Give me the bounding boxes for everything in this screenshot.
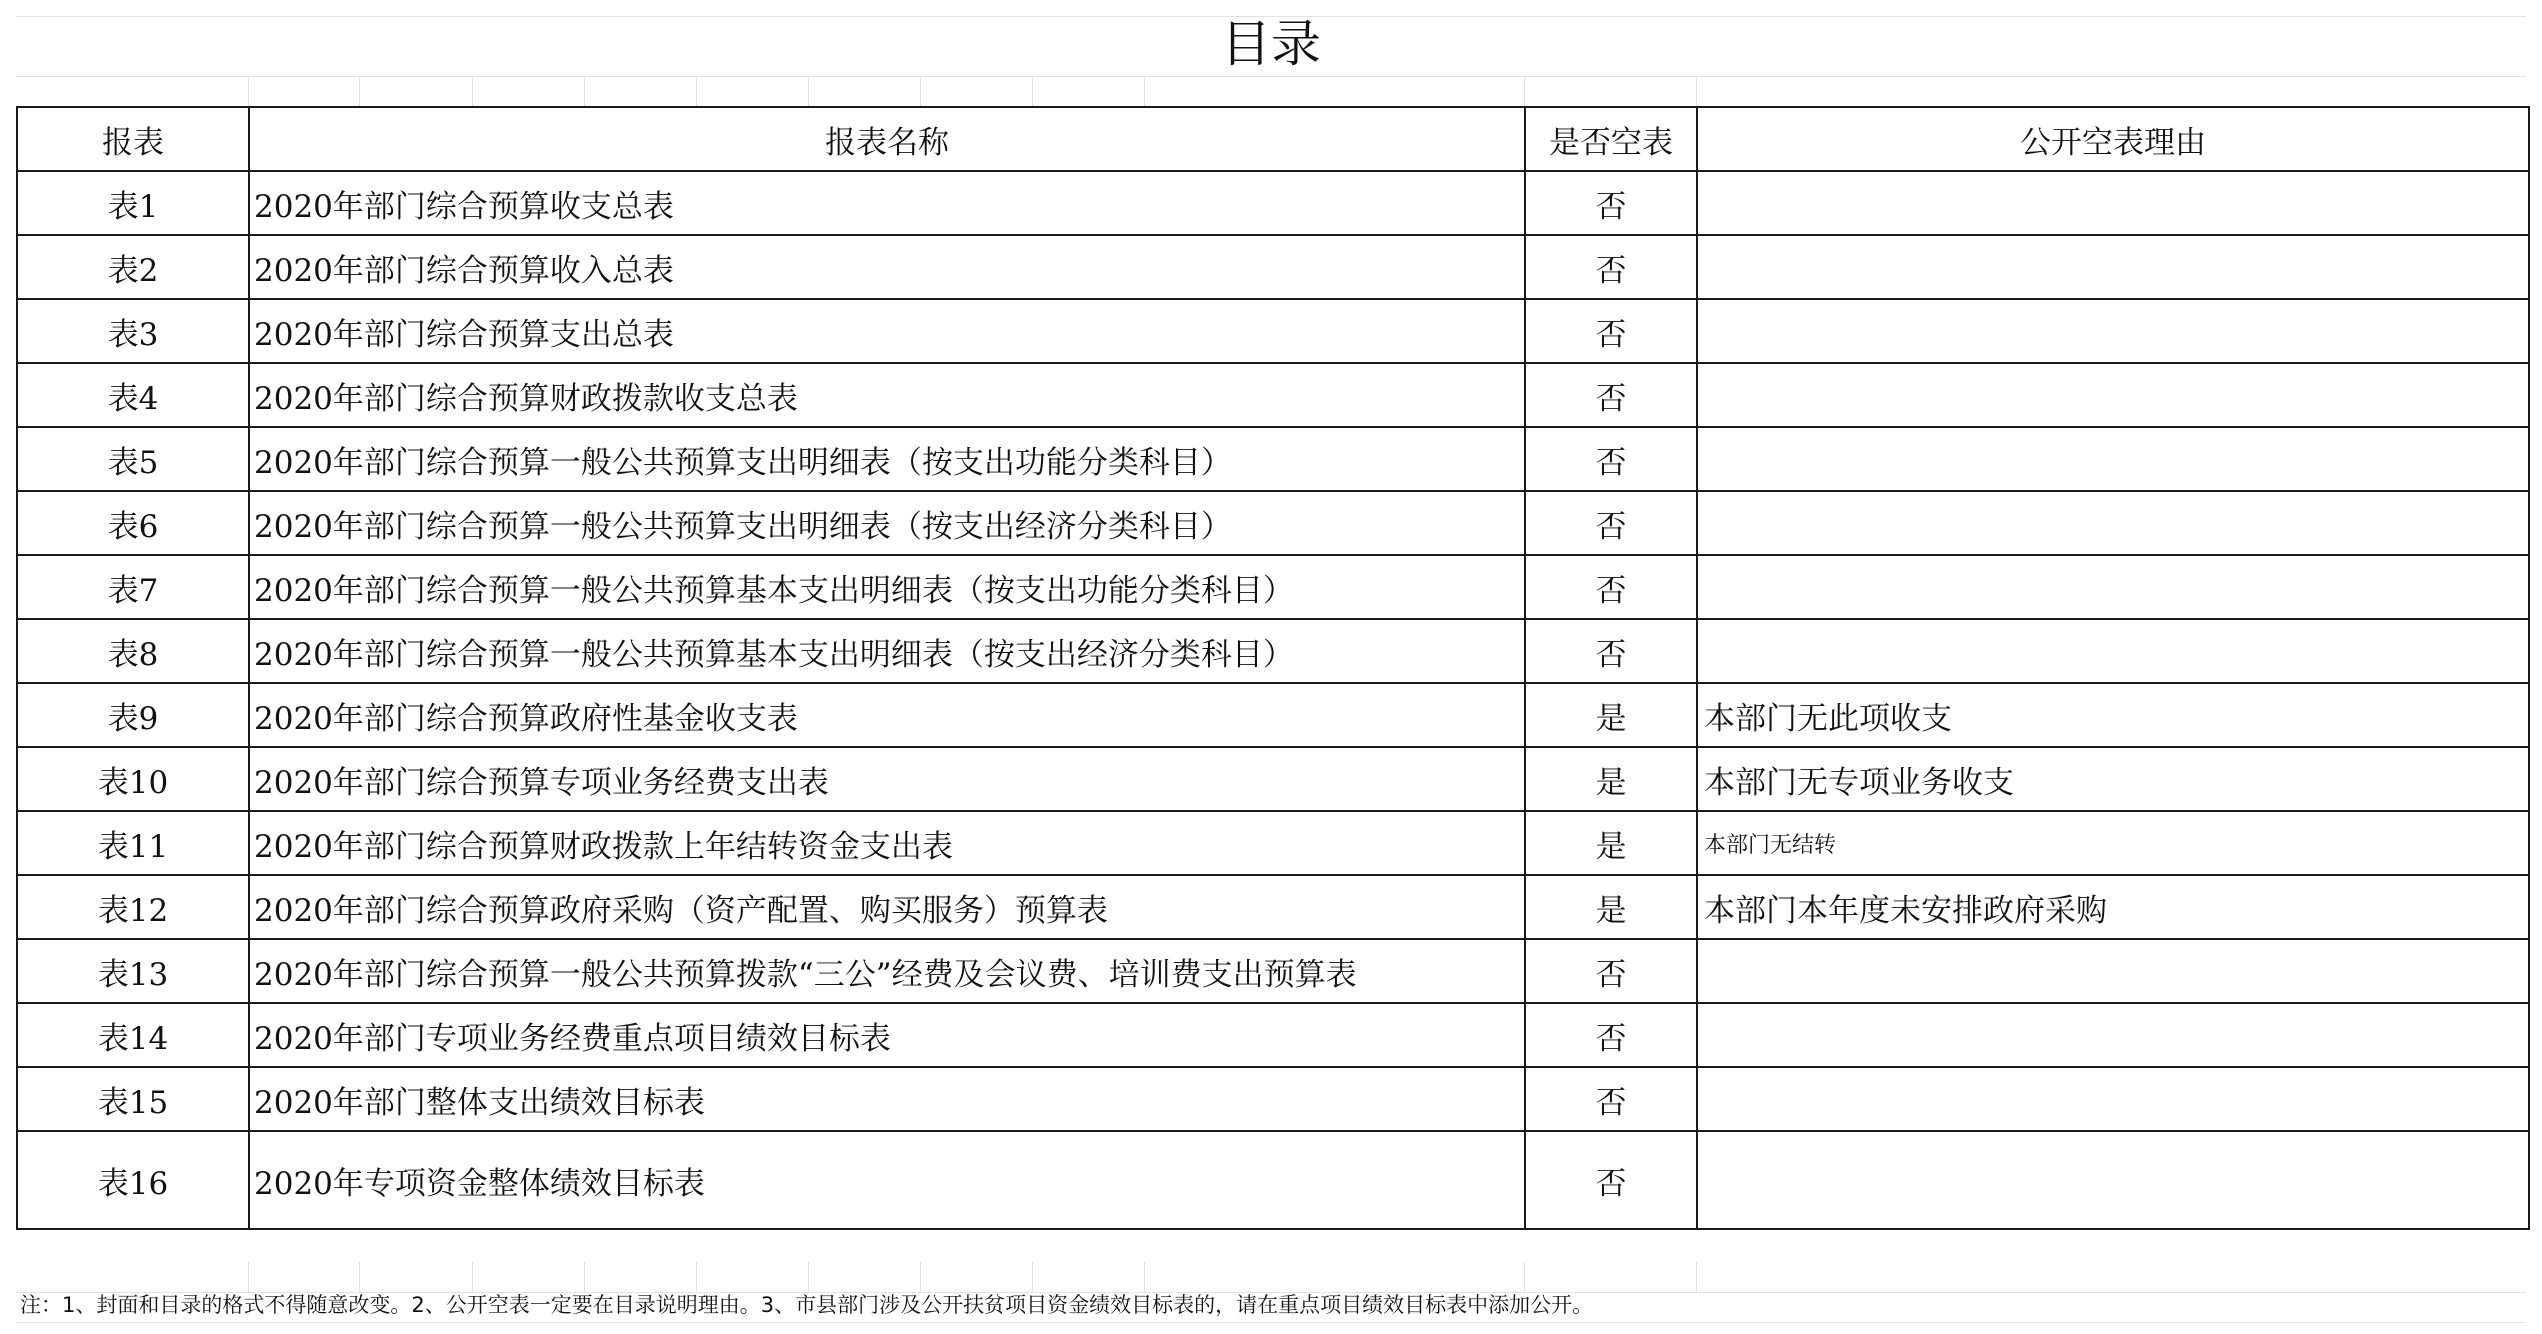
header-is-empty: 是否空表 <box>1525 107 1697 171</box>
empty-reason-cell <box>1697 235 2529 299</box>
page-title: 目录 <box>1221 15 1321 73</box>
table-row <box>17 875 2529 939</box>
is-empty-cell: 否 <box>1525 363 1697 427</box>
empty-reason-cell <box>1697 619 2529 683</box>
report-id-cell: 表3 <box>17 299 249 363</box>
is-empty-cell: 否 <box>1525 555 1697 619</box>
catalog-table <box>16 106 2530 1230</box>
report-id-cell: 表9 <box>17 683 249 747</box>
report-id-cell: 表14 <box>17 1003 249 1067</box>
report-name-cell: 2020年部门综合预算一般公共预算支出明细表（按支出经济分类科目） <box>249 491 1525 555</box>
is-empty-cell: 是 <box>1525 875 1697 939</box>
report-name-cell: 2020年部门综合预算收支总表 <box>249 171 1525 235</box>
table-row <box>17 427 2529 491</box>
report-name-cell: 2020年部门专项业务经费重点项目绩效目标表 <box>249 1003 1525 1067</box>
report-name-cell: 2020年部门综合预算专项业务经费支出表 <box>249 747 1525 811</box>
empty-reason-cell: 本部门无专项业务收支 <box>1697 747 2529 811</box>
is-empty-cell: 否 <box>1525 1131 1697 1229</box>
table-row <box>17 683 2529 747</box>
is-empty-cell: 是 <box>1525 683 1697 747</box>
report-id-cell: 表5 <box>17 427 249 491</box>
report-id-cell: 表12 <box>17 875 249 939</box>
empty-reason-cell <box>1697 1003 2529 1067</box>
footer-gridlines <box>16 1262 2526 1292</box>
is-empty-cell: 否 <box>1525 299 1697 363</box>
table-header-row <box>17 107 2529 171</box>
report-id-cell: 表11 <box>17 811 249 875</box>
table-row <box>17 619 2529 683</box>
empty-reason-cell <box>1697 427 2529 491</box>
empty-reason-cell <box>1697 555 2529 619</box>
report-name-cell: 2020年部门综合预算一般公共预算支出明细表（按支出功能分类科目） <box>249 427 1525 491</box>
report-name-cell: 2020年部门综合预算一般公共预算基本支出明细表（按支出经济分类科目） <box>249 619 1525 683</box>
table-row <box>17 491 2529 555</box>
report-name-cell: 2020年部门综合预算财政拨款收支总表 <box>249 363 1525 427</box>
report-id-cell: 表15 <box>17 1067 249 1131</box>
table-row <box>17 747 2529 811</box>
table-row <box>17 1131 2529 1229</box>
empty-reason-cell: 本部门无结转 <box>1697 811 2529 875</box>
report-name-cell: 2020年部门综合预算收入总表 <box>249 235 1525 299</box>
table-row <box>17 299 2529 363</box>
table-row <box>17 555 2529 619</box>
is-empty-cell: 否 <box>1525 171 1697 235</box>
report-id-cell: 表10 <box>17 747 249 811</box>
report-name-cell: 2020年专项资金整体绩效目标表 <box>249 1131 1525 1229</box>
table-row <box>17 1003 2529 1067</box>
report-name-cell: 2020年部门综合预算支出总表 <box>249 299 1525 363</box>
is-empty-cell: 否 <box>1525 427 1697 491</box>
report-name-cell: 2020年部门综合预算政府性基金收支表 <box>249 683 1525 747</box>
table-row <box>17 811 2529 875</box>
report-id-cell: 表8 <box>17 619 249 683</box>
table-row <box>17 363 2529 427</box>
is-empty-cell: 否 <box>1525 1003 1697 1067</box>
report-name-cell: 2020年部门综合预算政府采购（资产配置、购买服务）预算表 <box>249 875 1525 939</box>
table-row <box>17 1067 2529 1131</box>
report-name-cell: 2020年部门整体支出绩效目标表 <box>249 1067 1525 1131</box>
is-empty-cell: 否 <box>1525 235 1697 299</box>
report-id-cell: 表13 <box>17 939 249 1003</box>
header-report-id: 报表 <box>17 107 249 171</box>
report-name-cell: 2020年部门综合预算一般公共预算基本支出明细表（按支出功能分类科目） <box>249 555 1525 619</box>
bottom-gridline <box>16 1322 2526 1323</box>
empty-reason-cell <box>1697 299 2529 363</box>
table-row <box>17 939 2529 1003</box>
is-empty-cell: 否 <box>1525 619 1697 683</box>
table-row <box>17 171 2529 235</box>
table-row <box>17 235 2529 299</box>
report-name-cell: 2020年部门综合预算财政拨款上年结转资金支出表 <box>249 811 1525 875</box>
empty-reason-cell: 本部门无此项收支 <box>1697 683 2529 747</box>
report-id-cell: 表4 <box>17 363 249 427</box>
empty-reason-cell <box>1697 939 2529 1003</box>
report-id-cell: 表2 <box>17 235 249 299</box>
empty-reason-cell <box>1697 491 2529 555</box>
empty-reason-cell <box>1697 1067 2529 1131</box>
empty-reason-cell <box>1697 1131 2529 1229</box>
empty-reason-cell <box>1697 171 2529 235</box>
report-id-cell: 表1 <box>17 171 249 235</box>
footnote: 注：1、封面和目录的格式不得随意改变。2、公开空表一定要在目录说明理由。3、市县部门涉及公开扶贫项目资金绩效目标表的，请在重点项目绩效目标表中添加公开。 <box>20 1293 1594 1317</box>
is-empty-cell: 否 <box>1525 939 1697 1003</box>
report-name-cell: 2020年部门综合预算一般公共预算拨款“三公”经费及会议费、培训费支出预算表 <box>249 939 1525 1003</box>
header-report-name: 报表名称 <box>249 107 1525 171</box>
is-empty-cell: 否 <box>1525 491 1697 555</box>
report-id-cell: 表16 <box>17 1131 249 1229</box>
is-empty-cell: 否 <box>1525 1067 1697 1131</box>
report-id-cell: 表6 <box>17 491 249 555</box>
is-empty-cell: 是 <box>1525 811 1697 875</box>
report-id-cell: 表7 <box>17 555 249 619</box>
empty-reason-cell <box>1697 363 2529 427</box>
header-empty-reason: 公开空表理由 <box>1697 107 2529 171</box>
empty-reason-cell: 本部门本年度未安排政府采购 <box>1697 875 2529 939</box>
is-empty-cell: 是 <box>1525 747 1697 811</box>
